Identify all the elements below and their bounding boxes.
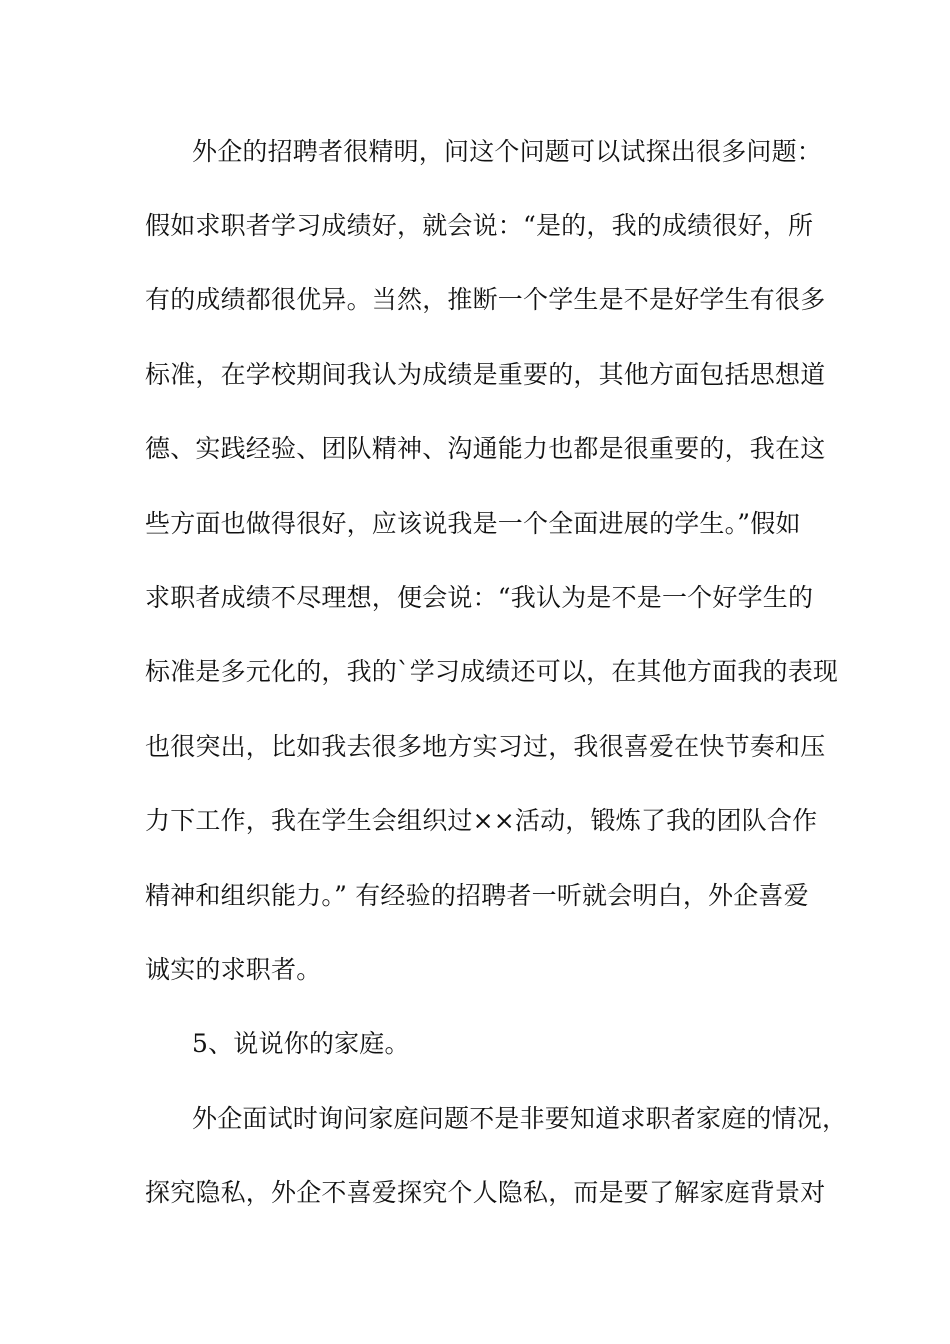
paragraph-line: 探究隐私，外企不喜爱探究个人隐私，而是要了解家庭背景对	[145, 1178, 826, 1207]
paragraph-line: 也很突出，比如我去很多地方实习过，我很喜爱在快节奏和压	[145, 732, 826, 761]
paragraph-line: 外企面试时询问家庭问题不是非要知道求职者家庭的情况，	[192, 1104, 848, 1133]
paragraph-line: 假如求职者学习成绩好，就会说：“是的，我的成绩很好，所	[145, 211, 814, 240]
paragraph-line: 德、实践经验、团队精神、沟通能力也都是很重要的，我在这	[145, 434, 826, 463]
paragraph-line: 力下工作，我在学生会组织过××活动，锻炼了我的团队合作	[145, 806, 818, 835]
section-heading: 5、说说你的家庭。	[192, 1029, 410, 1058]
paragraph-line: 求职者成绩不尽理想，便会说：“我认为是不是一个好学生的	[145, 583, 814, 612]
paragraph-line: 标准是多元化的，我的`学习成绩还可以，在其他方面我的表现	[145, 657, 839, 686]
paragraph-line: 精神和组织能力。” 有经验的招聘者一听就会明白，外企喜爱	[145, 881, 809, 910]
paragraph-line: 标准，在学校期间我认为成绩是重要的，其他方面包括思想道	[145, 360, 826, 389]
paragraph-line: 有的成绩都很优异。当然，推断一个学生是不是好学生有很多	[145, 285, 826, 314]
paragraph-line: 些方面也做得很好，应该说我是一个全面进展的学生。”假如	[145, 509, 801, 538]
paragraph-line: 诚实的求职者。	[145, 955, 322, 984]
paragraph-line: 外企的招聘者很精明，问这个问题可以试探出很多问题：	[192, 137, 823, 166]
